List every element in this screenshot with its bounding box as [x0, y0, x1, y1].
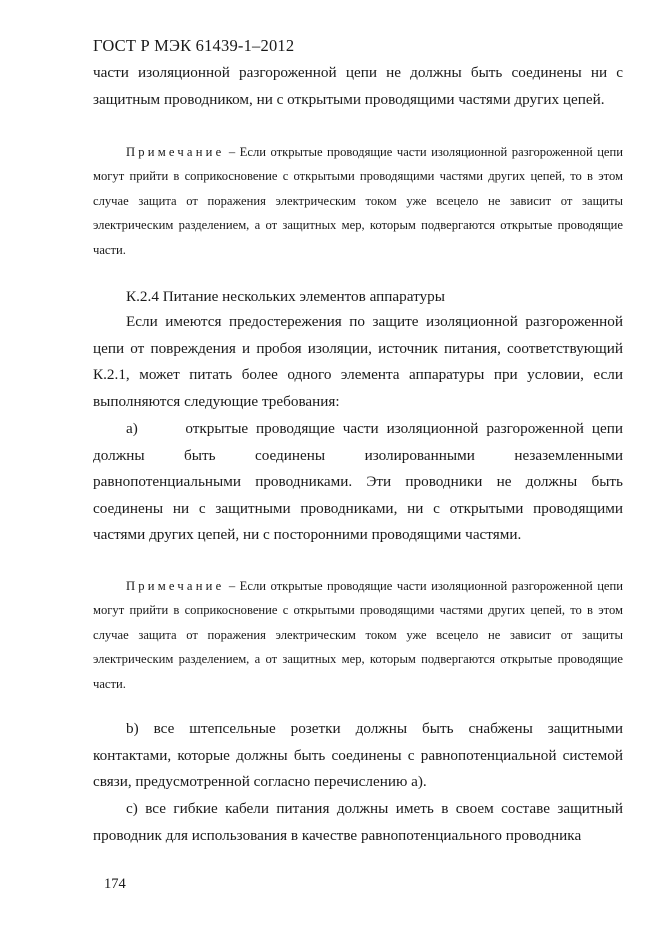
list-item-label: c)	[126, 800, 138, 817]
paragraph-continuation	[93, 60, 623, 113]
section-heading-block	[93, 284, 623, 310]
paragraph-conditions	[93, 309, 623, 415]
note-paragraph	[93, 140, 623, 262]
note-paragraph	[93, 574, 623, 696]
document-header: ГОСТ Р МЭК 61439-1–2012	[93, 36, 295, 55]
note-text: Если открытые проводящие части изоляционной разгороженной цепи могут прийти в соприкосновение с открытыми проводящими частями других цепей, то в этом случае защита от поражения электрическим током уже всецело не зависит от защиты электрическим разделением, а от защитных мер, которым подвергаются открытые проводящие части.	[93, 579, 623, 691]
list-item-b	[93, 716, 623, 796]
note-1	[93, 140, 623, 262]
list-item-text: все гибкие кабели питания должны иметь в своем составе защитный проводник для использования в качестве равнопотенциального проводника	[93, 800, 624, 844]
list-item-paragraph	[93, 416, 623, 549]
list-item-paragraph	[93, 716, 623, 796]
paragraph-text: части изоляционной разгороженной цепи не должны быть соединены ни с защитным проводником, ни с открытыми проводящими частями других цепей.	[93, 64, 623, 108]
note-label: Примечание	[126, 145, 225, 159]
list-item-a	[93, 416, 623, 549]
list-item-text: все штепсельные розетки должны быть снабжены защитными контактами, которые должны быть соединены с равнопотенциальной системой связи, предусмотренной согласно перечислению а).	[93, 720, 623, 791]
section-heading: К.2.4 Питание нескольких элементов аппаратуры	[126, 288, 445, 305]
list-item-text: открытые проводящие части изоляционной разгороженной цепи должны быть соединены изолированными незаземленными равнопотенциальными проводниками. Эти проводники не должны быть соединены ни с защитными проводниками, ни с открытыми проводящими частями других цепей, ни с посторонними проводящими частями.	[93, 420, 623, 544]
list-item-paragraph	[93, 796, 623, 849]
note-label: Примечание	[126, 579, 225, 593]
note-2	[93, 574, 623, 696]
note-dash: –	[224, 579, 240, 593]
paragraph-text: Если имеются предостережения по защите изоляционной разгороженной цепи от повреждения и пробоя изоляции, источник питания, соответствующий К.2.1, может питать более одного элемента аппаратуры при условии, если выполняются следующие требования:	[93, 313, 623, 410]
page-number: 174	[104, 876, 126, 892]
note-dash: –	[224, 145, 240, 159]
note-text: Если открытые проводящие части изоляционной разгороженной цепи могут прийти в соприкосновение с открытыми проводящими частями других цепей, то в этом случае защита от поражения электрическим током уже всецело не зависит от защиты электрическим разделением, а от защитных мер, которым подвергаются открытые проводящие части.	[93, 145, 623, 257]
list-item-c	[93, 796, 623, 849]
list-item-label: b)	[126, 720, 139, 737]
list-item-label: a)	[126, 420, 138, 437]
